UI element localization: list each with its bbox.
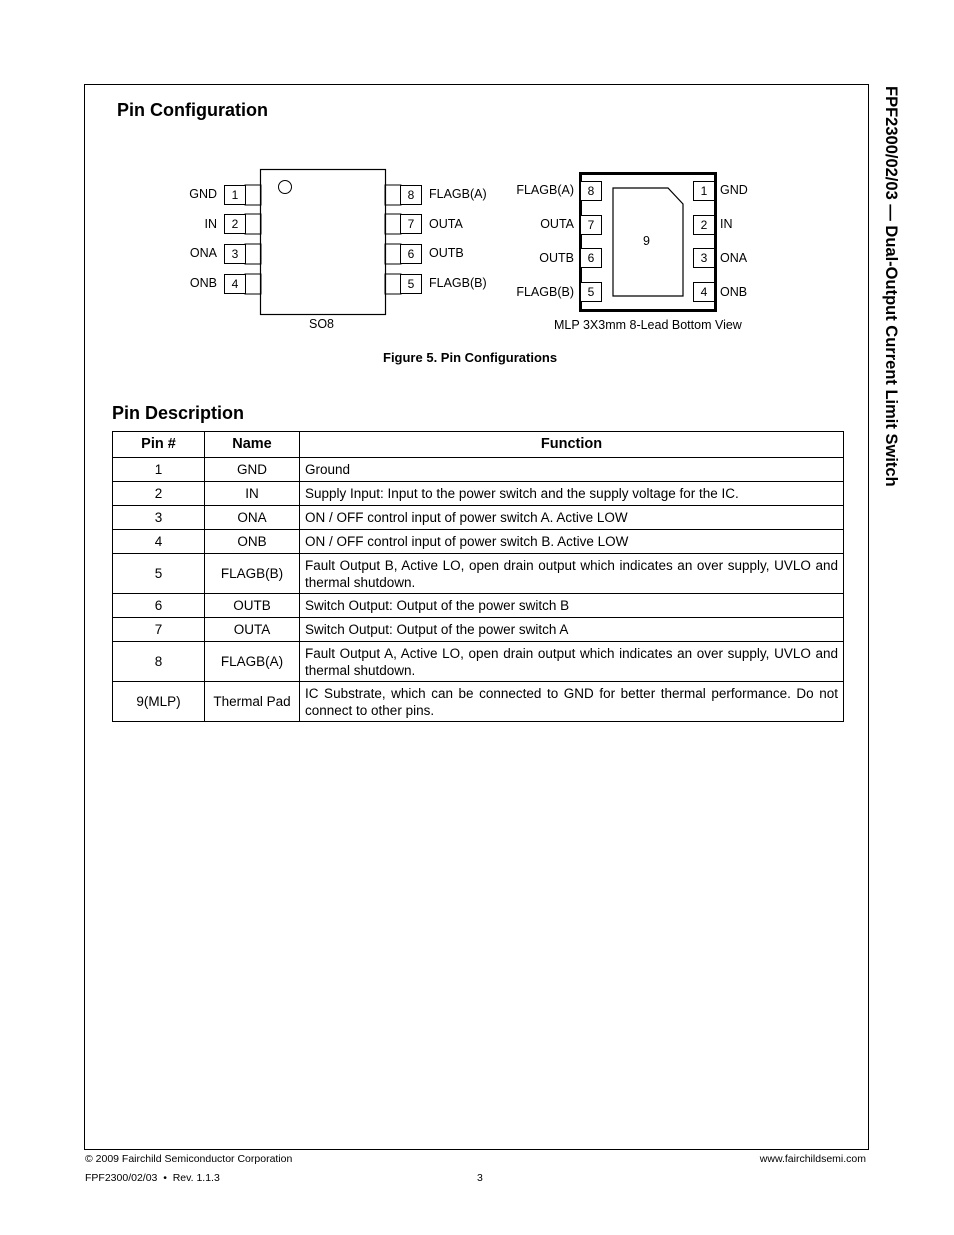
mlp-pin-6-name: OUTB <box>539 251 574 265</box>
mlp-pin-4-number: 4 <box>693 282 715 302</box>
table-row <box>113 554 844 594</box>
pin-description-heading: Pin Description <box>112 403 245 423</box>
so8-pin-2-name: IN <box>204 217 217 231</box>
so8-pin-4-number: 4 <box>224 274 246 294</box>
so8-label: SO8 <box>309 317 335 331</box>
footer-part-rev: FPF2300/02/03 • Rev. 1.1.3 <box>85 1172 220 1184</box>
so8-pin-8-number: 8 <box>400 185 422 205</box>
table-row <box>113 482 844 506</box>
table-row <box>113 530 844 554</box>
so8-pin-6-name: OUTB <box>429 246 464 260</box>
side-title <box>876 86 900 546</box>
so8-pin-7-name: OUTA <box>429 217 463 231</box>
pin-cell: 1 <box>113 458 205 482</box>
header-name: Name <box>205 432 300 458</box>
footer-page-number: 3 <box>477 1172 483 1184</box>
so8-pin-5-number: 5 <box>400 274 422 294</box>
side-title-text: FPF2300/02/03 — Dual-Output Current Limit Switch <box>882 86 900 487</box>
header-function: Function <box>300 432 844 458</box>
so8-pin-4-name: ONB <box>189 276 217 290</box>
table-row <box>113 506 844 530</box>
pin-cell: 8 <box>113 642 205 682</box>
name-cell: Thermal Pad <box>205 682 300 722</box>
name-cell: OUTA <box>205 618 300 642</box>
mlp-pin-8-name: FLAGB(A) <box>516 183 574 197</box>
so8-pin-3-number: 3 <box>224 244 246 264</box>
mlp-pin-1-name: GND <box>720 183 748 197</box>
function-cell: Supply Input: Input to the power switch and the supply voltage for the IC. <box>300 482 844 506</box>
pin-cell: 9(MLP) <box>113 682 205 722</box>
mlp-pin-3-name: ONA <box>720 251 748 265</box>
name-cell: ONB <box>205 530 300 554</box>
pin-configuration-heading: Pin Configuration <box>117 100 268 120</box>
mlp-pin-1-number: 1 <box>693 181 715 201</box>
pin-cell: 7 <box>113 618 205 642</box>
so8-pin-1-name: GND <box>189 187 217 201</box>
so8-pin-5-name: FLAGB(B) <box>429 276 487 290</box>
pin-cell: 3 <box>113 506 205 530</box>
function-cell: Fault Output B, Active LO, open drain output which indicates an over supply, UVLO and thermal shutdown. <box>300 554 844 594</box>
mlp-pin-6-number: 6 <box>580 248 602 268</box>
mlp-pin-7-name: OUTA <box>540 217 574 231</box>
pin-cell: 4 <box>113 530 205 554</box>
mlp-pin-4-name: ONB <box>720 285 748 299</box>
mlp-thermal-pad-number: 9 <box>643 234 650 248</box>
table-row <box>113 458 844 482</box>
pin-cell: 2 <box>113 482 205 506</box>
so8-pin-2-number: 2 <box>224 214 246 234</box>
function-cell: Switch Output: Output of the power switch B <box>300 594 844 618</box>
mlp-pin-5-name: FLAGB(B) <box>516 285 574 299</box>
so8-pin-3-name: ONA <box>189 246 217 260</box>
name-cell: OUTB <box>205 594 300 618</box>
so8-pin-8-name: FLAGB(A) <box>429 187 487 201</box>
table-row <box>113 642 844 682</box>
so8-pin-1-number: 1 <box>224 185 246 205</box>
table-row <box>113 682 844 722</box>
mlp-pin-2-name: IN <box>720 217 733 231</box>
figure-caption: Figure 5. Pin Configurations <box>383 350 558 365</box>
name-cell: ONA <box>205 506 300 530</box>
pin-cell: 6 <box>113 594 205 618</box>
table-row <box>113 618 844 642</box>
table-row <box>113 594 844 618</box>
mlp-pin-2-number: 2 <box>693 215 715 235</box>
table-header-row <box>113 432 844 458</box>
pin-cell: 5 <box>113 554 205 594</box>
mlp-pin-7-number: 7 <box>580 215 602 235</box>
footer-copyright: © 2009 Fairchild Semiconductor Corporation <box>85 1153 293 1165</box>
mlp-label: MLP 3X3mm 8-Lead Bottom View <box>554 318 742 332</box>
name-cell: IN <box>205 482 300 506</box>
name-cell: GND <box>205 458 300 482</box>
mlp-pin-8-number: 8 <box>580 181 602 201</box>
function-cell: Ground <box>300 458 844 482</box>
name-cell: FLAGB(A) <box>205 642 300 682</box>
so8-pin-6-number: 6 <box>400 244 422 264</box>
function-cell: ON / OFF control input of power switch A. Active LOW <box>300 506 844 530</box>
function-cell: Switch Output: Output of the power switch A <box>300 618 844 642</box>
function-cell: IC Substrate, which can be connected to GND for better thermal performance. Do not connect to other pins. <box>300 682 844 722</box>
pin-description-table <box>112 431 844 722</box>
header-pin: Pin # <box>113 432 205 458</box>
function-cell: Fault Output A, Active LO, open drain output which indicates an over supply, UVLO and thermal shutdown. <box>300 642 844 682</box>
mlp-pin-5-number: 5 <box>580 282 602 302</box>
mlp-pin-3-number: 3 <box>693 248 715 268</box>
function-cell: ON / OFF control input of power switch B. Active LOW <box>300 530 844 554</box>
so8-pin-7-number: 7 <box>400 214 422 234</box>
footer-url: www.fairchildsemi.com <box>759 1153 866 1165</box>
name-cell: FLAGB(B) <box>205 554 300 594</box>
